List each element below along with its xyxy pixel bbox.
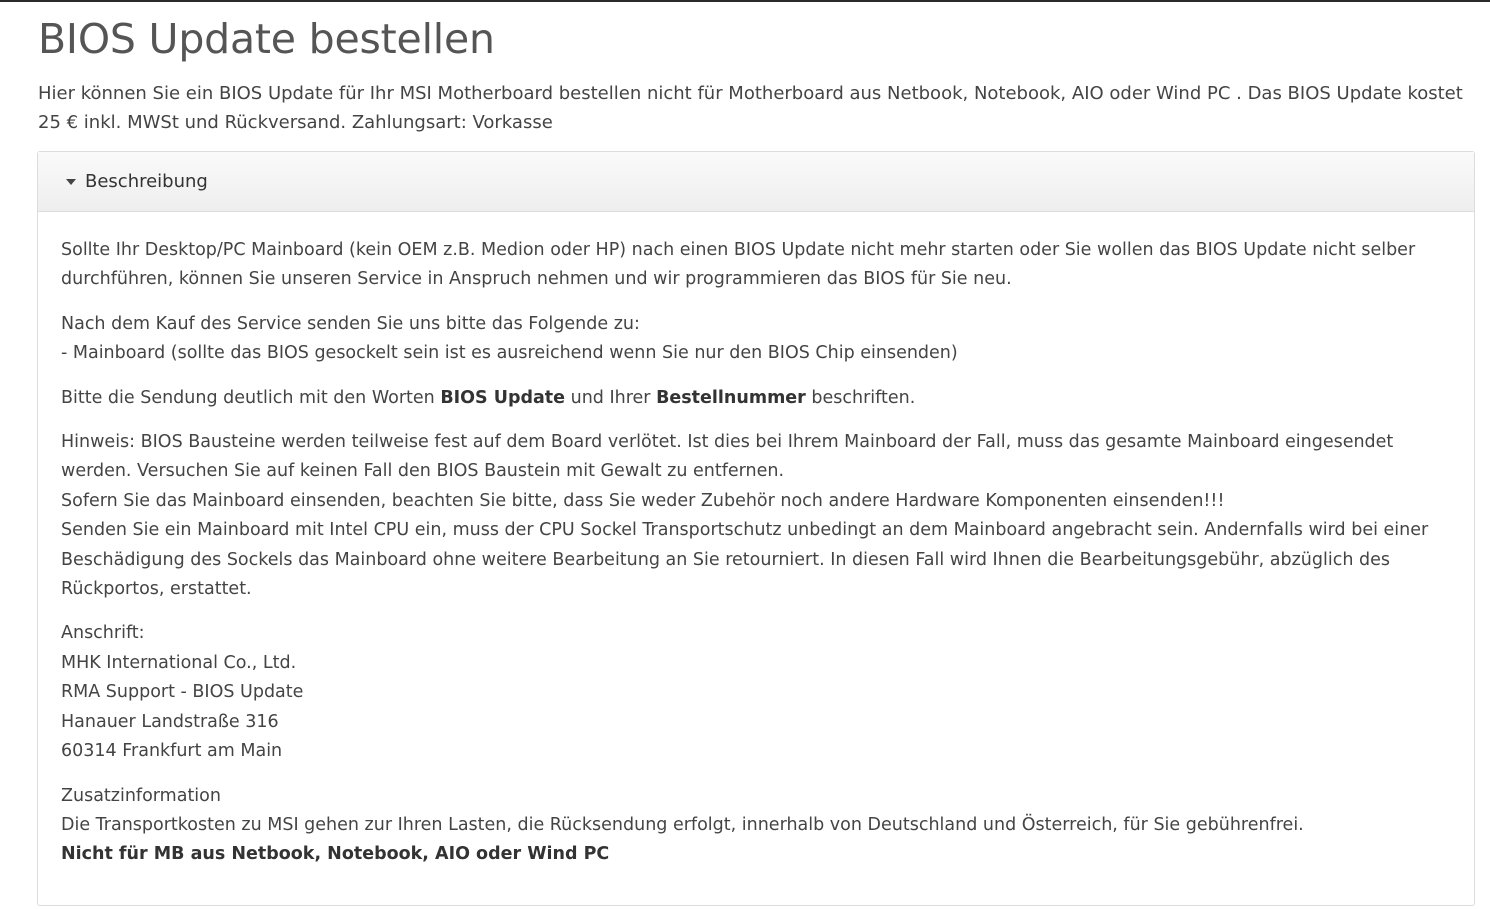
address-label: Anschrift: <box>61 623 145 644</box>
labeling-bold-order: Bestellnummer <box>656 387 806 408</box>
address-block <box>61 619 1451 766</box>
labeling-bold-bios: BIOS Update <box>440 387 566 408</box>
hint-line-2: Sofern Sie das Mainboard einsenden, beachten Sie bitte, dass Sie weder Zubehör noch andere Hardware Komponenten einsenden!!! <box>61 490 1225 511</box>
hint-line-3: Senden Sie ein Mainboard mit Intel CPU ein, muss der CPU Sockel Transportschutz unbedingt an dem Mainboard angebracht sein. Andernfalls wird bei einer Beschädigung des Sockels das Mainboard ohne weitere Bearbeitung an Sie retourniert. In diesen Fall wird Ihnen die Bearbeitungsgebühr, abzüglich des Rückportos, erstattet. <box>61 520 1429 600</box>
caret-down-icon <box>66 179 76 185</box>
intro-text: Hier können Sie ein BIOS Update für Ihr MSI Motherboard bestellen nicht für Motherboard aus Netbook, Notebook, AIO oder Wind PC . Das BIOS Update kostet 25 € inkl. MWSt und Rückversand. Zahlungsart: Vorkasse <box>38 83 1463 133</box>
labeling-post: beschriften. <box>805 387 916 408</box>
description-panel-toggle[interactable] <box>38 152 1474 212</box>
service-description: Sollte Ihr Desktop/PC Mainboard (kein OEM z.B. Medion oder HP) nach einen BIOS Update nicht mehr starten oder Sie wollen das BIOS Update nicht selber durchführen, können Sie unseren Service in Anspruch nehmen und wir programmieren das BIOS für Sie neu. <box>61 240 1416 290</box>
extra-info-warning: Nicht für MB aus Netbook, Notebook, AIO oder Wind PC <box>61 844 610 865</box>
labeling-mid: und Ihrer <box>565 387 657 408</box>
shipping-line-2: - Mainboard (sollte das BIOS gesockelt sein ist es ausreichend wenn Sie nur den BIOS Chip einsenden) <box>61 343 958 364</box>
hint-block <box>61 428 1451 604</box>
address-department: RMA Support - BIOS Update <box>61 682 304 703</box>
shipping-line-1: Nach dem Kauf des Service senden Sie uns bitte das Folgende zu: <box>61 313 640 334</box>
hint-line-1: Hinweis: BIOS Bausteine werden teilweise fest auf dem Board verlötet. Ist dies bei Ihrem Mainboard der Fall, muss das gesamte Mainboard eingesendet werden. Versuchen Sie auf keinen Fall den BIOS Baustein mit Gewalt zu entfernen. <box>61 432 1394 482</box>
address-city: 60314 Frankfurt am Main <box>61 741 283 762</box>
extra-info-text: Die Transportkosten zu MSI gehen zur Ihren Lasten, die Rücksendung erfolgt, innerhalb von Deutschland und Österreich, für Sie gebührenfrei. <box>61 814 1304 835</box>
labeling-note <box>61 384 1451 413</box>
address-company: MHK International Co., Ltd. <box>61 652 297 673</box>
extra-info-label: Zusatzinformation <box>61 785 221 806</box>
panel-title: Beschreibung <box>85 171 208 192</box>
shipping-instructions <box>61 310 1451 369</box>
description-panel <box>37 151 1475 906</box>
panel-body <box>38 212 1474 870</box>
extra-info-block <box>61 782 1451 870</box>
labeling-pre: Bitte die Sendung deutlich mit den Worten <box>61 387 441 408</box>
page-title: BIOS Update bestellen <box>38 15 495 63</box>
address-street: Hanauer Landstraße 316 <box>61 711 279 732</box>
top-divider <box>0 0 1490 2</box>
